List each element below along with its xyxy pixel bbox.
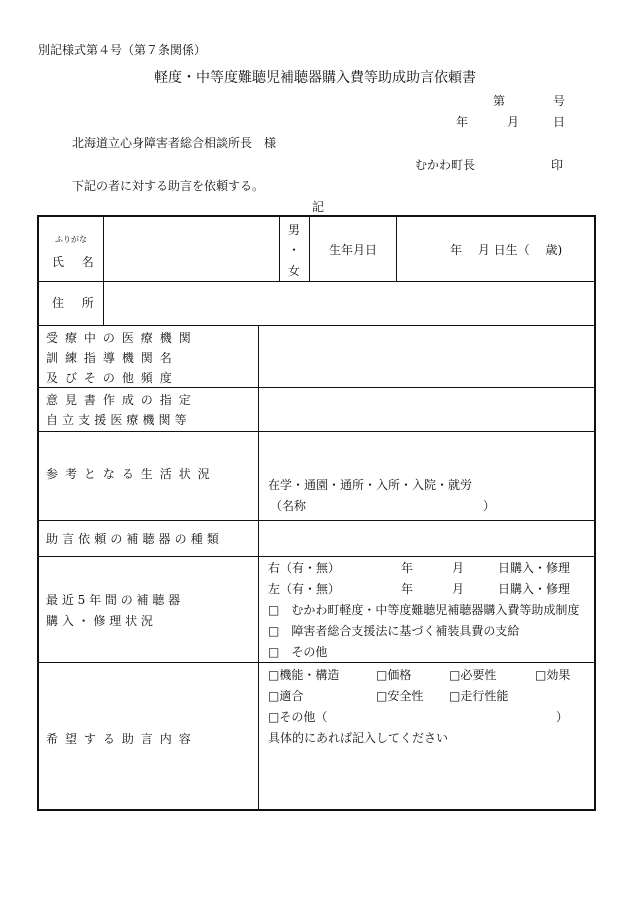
name-field[interactable] [105, 219, 277, 279]
advice-check-price[interactable]: □価格 [376, 668, 412, 682]
advice-check-running[interactable]: □走行性能 [449, 689, 509, 703]
row-divider [39, 520, 594, 521]
opinion-label-line1: 意見書作成の指定 [46, 393, 198, 407]
name-label: 氏 名 [52, 255, 101, 269]
history-label-line2: 購 入 ・ 修 理 状 況 [46, 614, 153, 628]
history-left-month: 月 [452, 582, 465, 596]
advice-check-effect[interactable]: □効果 [535, 668, 571, 682]
history-left-day[interactable]: 日購入・修理 [498, 582, 571, 596]
row-divider [39, 662, 594, 663]
advice-field[interactable] [260, 750, 593, 810]
row-divider [39, 431, 594, 432]
doc-number-go: 号 [553, 94, 566, 108]
gender-female[interactable]: 女 [288, 264, 301, 278]
row-divider [39, 387, 594, 388]
request-table [37, 215, 596, 811]
history-check-municipal[interactable]: □ むかわ町軽度・中等度難聴児補聴器購入費等助成制度 [268, 603, 580, 617]
history-left-side[interactable]: 左（有・無） [268, 582, 341, 596]
gender-male[interactable]: 男 [288, 223, 301, 237]
address-field[interactable] [105, 283, 593, 323]
history-label-line1: 最 近 5 年 間 の 補 聴 器 [46, 593, 181, 607]
advice-note: 具体的にあれば記入してください [268, 731, 449, 745]
advice-other-close: ） [556, 710, 569, 724]
address-label: 住 所 [52, 296, 101, 310]
addressee: 北海道立心身障害者総合相談所長 様 [72, 136, 277, 150]
advice-check-other[interactable]: □その他（ [268, 710, 328, 724]
history-check-other[interactable]: □ その他 [268, 645, 328, 659]
col-divider [309, 217, 310, 281]
history-right-day[interactable]: 日購入・修理 [498, 561, 571, 575]
date-day: 日 [553, 115, 566, 129]
history-left-year: 年 [401, 582, 414, 596]
medical-field[interactable] [260, 327, 593, 385]
opinion-field[interactable] [260, 389, 593, 429]
medical-label-line1: 受療中の医療機関 [46, 331, 198, 345]
life-options[interactable]: 在学・通園・通所・入所・入院・就労 [268, 478, 473, 492]
col-divider [103, 281, 104, 325]
ki-heading: 記 [312, 200, 325, 214]
history-right-side[interactable]: 右（有・無） [268, 561, 341, 575]
type-label: 助言依頼の補聴器の種類 [46, 532, 223, 546]
medical-label-line3: 及びその他頻度 [46, 371, 179, 385]
col-divider [396, 217, 397, 281]
document-title: 軽度・中等度難聴児補聴器購入費等助成助言依頼書 [154, 70, 476, 86]
sender: むかわ町長 [415, 158, 476, 172]
seal-mark: 印 [551, 158, 564, 172]
furigana-label: ふりがな [55, 235, 87, 244]
history-check-support-act[interactable]: □ 障害者総合支援法に基づく補装具費の支給 [268, 624, 520, 638]
col-divider [103, 217, 104, 281]
history-right-year: 年 [401, 561, 414, 575]
birth-value[interactable]: 年 月 日生（ 歳) [450, 243, 563, 257]
advice-label: 希望する助言内容 [46, 732, 198, 746]
advice-check-fit[interactable]: □適合 [268, 689, 304, 703]
date-month: 月 [507, 115, 520, 129]
life-name-label: （名称 [270, 499, 307, 513]
row-divider [39, 325, 594, 326]
doc-number-dai: 第 [493, 94, 506, 108]
gender-dot: ・ [288, 243, 301, 257]
advice-check-safety[interactable]: □安全性 [376, 689, 424, 703]
life-label: 参考となる生活状況 [46, 467, 217, 481]
birth-label: 生年月日 [329, 243, 378, 257]
request-text: 下記の者に対する助言を依頼する。 [72, 179, 265, 193]
history-right-month: 月 [452, 561, 465, 575]
date-year: 年 [456, 115, 469, 129]
row-divider [39, 556, 594, 557]
row-divider [39, 281, 594, 282]
advice-check-function[interactable]: □機能・構造 [268, 668, 340, 682]
form-number: 別記様式第４号（第７条関係） [38, 43, 207, 57]
col-divider [279, 217, 280, 281]
medical-label-line2: 訓練指導機関名 [46, 351, 179, 365]
opinion-label-line2: 自立支援医療機関等 [46, 413, 191, 427]
col-divider [258, 325, 259, 811]
advice-check-necessity[interactable]: □必要性 [449, 668, 497, 682]
life-name-close: ） [483, 499, 496, 513]
type-field[interactable] [260, 522, 593, 554]
